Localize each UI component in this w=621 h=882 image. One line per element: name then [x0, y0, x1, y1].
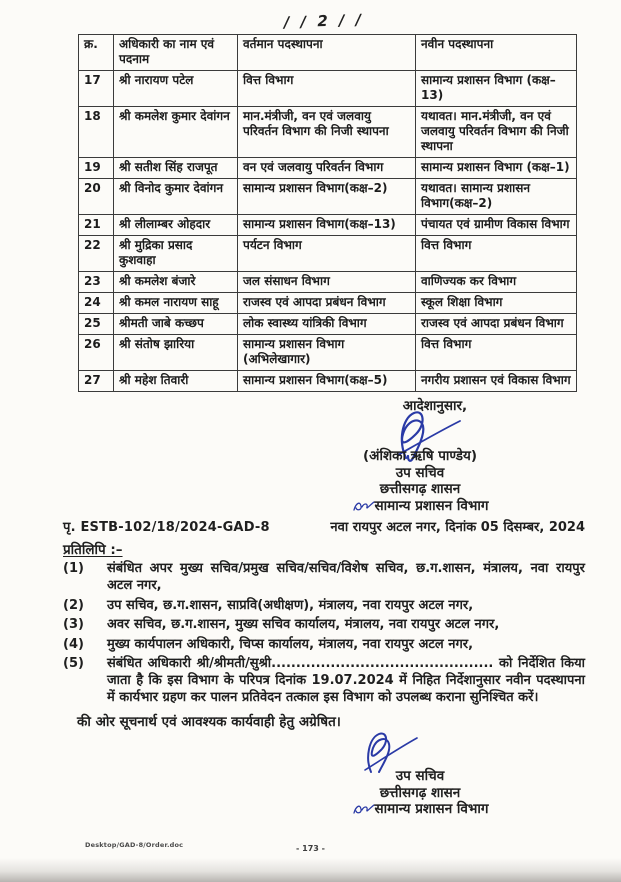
copy-item-text: संबंधित अपर मुख्य सचिव/प्रमुख सचिव/सचिव/विशेष सचिव, छ.ग.शासन, मंत्रालय, नवा रायपुर अटल नगर,	[107, 561, 585, 593]
initials-scribble-icon	[352, 499, 376, 512]
signatory-dept-line	[305, 801, 535, 817]
copies-heading: प्रतिलिपि :–	[63, 542, 123, 559]
copy-item	[63, 656, 585, 706]
cell-name: श्री कमलेश कुमार देवांगन	[114, 107, 238, 158]
cell-name: श्री नारायण पटेल	[114, 71, 238, 107]
reference-line	[63, 517, 585, 535]
cell-new: पंचायत एवं ग्रामीण विकास विभाग	[416, 215, 577, 236]
cell-name: श्री संतोष झारिया	[114, 335, 238, 371]
table-row	[79, 272, 577, 293]
copy-item	[63, 598, 585, 615]
cell-current: पर्यटन विभाग	[238, 236, 416, 272]
cell-sno: 19	[79, 158, 114, 179]
copy-item-text: अवर सचिव, छ.ग.शासन, मुख्य सचिव कार्यालय, मंत्रालय, नवा रायपुर अटल नगर,	[107, 617, 500, 633]
officer-transfer-table	[78, 34, 577, 392]
table-row	[79, 236, 577, 272]
signatory-govt: छत्तीसगढ़ शासन	[379, 784, 461, 801]
cell-sno: 24	[79, 293, 114, 314]
signature-block-primary	[295, 398, 545, 514]
table-row	[79, 107, 577, 158]
cell-current: सामान्य प्रशासन विभाग(कक्ष–13)	[238, 215, 416, 236]
cell-current: सामान्य प्रशासन विभाग(कक्ष–5)	[238, 371, 416, 392]
table-row	[79, 71, 577, 107]
place-and-date: नवा रायपुर अटल नगर, दिनांक 05 दिसम्बर, 2024	[330, 520, 585, 536]
cell-current: वित्त विभाग	[238, 71, 416, 107]
cell-sno: 23	[79, 272, 114, 293]
cell-new: सामान्य प्रशासन विभाग (कक्ष–1)	[416, 158, 577, 179]
copy-item-text: मुख्य कार्यपालन अधिकारी, चिप्स कार्यालय, मंत्रालय, नवा रायपुर अटल नगर,	[107, 636, 474, 652]
cell-sno: 22	[79, 236, 114, 272]
cell-sno: 25	[79, 314, 114, 335]
forward-note: की ओर सूचनार्थ एवं आवश्यक कार्यवाही हेतु अग्रेषित।	[77, 714, 341, 731]
table-row	[79, 314, 577, 335]
cell-sno: 21	[79, 215, 114, 236]
reference-number: पृ. ESTB-102/18/2024-GAD-8	[63, 520, 270, 536]
signatory-dept: सामान्य प्रशासन विभाग	[374, 801, 489, 818]
cell-new: वित्त विभाग	[416, 236, 577, 272]
cell-current: जल संसाधन विभाग	[238, 272, 416, 293]
copy-item-text: उप सचिव, छ.ग.शासन, साप्रवि(अधीक्षण), मंत्रालय, नवा रायपुर अटल नगर,	[107, 597, 474, 613]
cell-name: श्री विनोद कुमार देवांगन	[114, 179, 238, 215]
order-by-line: आदेशानुसार,	[402, 398, 468, 414]
table-row	[79, 371, 577, 392]
copy-item	[63, 561, 585, 594]
table-row	[79, 215, 577, 236]
cell-current: सामान्य प्रशासन विभाग(कक्ष–2)	[238, 179, 416, 215]
copy-item-number: (4)	[63, 636, 84, 652]
cell-new: नगरीय प्रशासन एवं विकास विभाग	[416, 371, 577, 392]
copy-item-text: संबंधित अधिकारी श्री/श्रीमती/सुश्री............................................. को निर्देशित किया जाता है कि इस विभाग के परिपत्र दिनांक 19.07.2024 में निहित निर्देशानुसार नवीन पदस्थापना में कार्यभार ग्रहण कर पालन प्रतिवेदन तत्काल इस विभाग को उपलब्ध कराना सुनिश्चित करें।	[107, 656, 585, 705]
table-row	[79, 179, 577, 215]
cell-name: श्रीमती जाबे कच्छप	[114, 314, 238, 335]
cell-sno: 17	[79, 71, 114, 107]
table-header-row	[79, 35, 577, 71]
column-header-name: अधिकारी का नाम एवं पदनाम	[114, 35, 238, 71]
cell-name: श्री मुद्रिका प्रसाद कुशवाहा	[114, 236, 238, 272]
signatory-post: उप सचिव	[395, 768, 445, 785]
cell-new: यथावत। सामान्य प्रशासन विभाग(कक्ष–2)	[416, 179, 577, 215]
initials-scribble-icon	[352, 802, 376, 815]
cell-name: श्री कमल नारायण साहू	[114, 293, 238, 314]
copy-item-number: (3)	[63, 617, 84, 633]
cell-current: वन एवं जलवायु परिवर्तन विभाग	[238, 158, 416, 179]
table-row	[79, 293, 577, 314]
signature-block-secondary	[305, 728, 535, 817]
cell-sno: 20	[79, 179, 114, 215]
copy-item-number: (1)	[63, 561, 84, 577]
scan-edge-shadow	[0, 858, 621, 882]
cell-new: राजस्व एवं आपदा प्रबंधन विभाग	[416, 314, 577, 335]
column-header-current-posting: वर्तमान पदस्थापना	[238, 35, 416, 71]
copy-item-number: (5)	[63, 656, 84, 672]
copy-item	[63, 637, 585, 654]
copy-item	[63, 617, 585, 634]
cell-new: वाणिज्यक कर विभाग	[416, 272, 577, 293]
cell-name: श्री महेश तिवारी	[114, 371, 238, 392]
cell-new: वित्त विभाग	[416, 335, 577, 371]
cell-current: सामान्य प्रशासन विभाग (अभिलेखागार)	[238, 335, 416, 371]
cell-sno: 26	[79, 335, 114, 371]
table-row	[79, 158, 577, 179]
cell-name: श्री लीलाम्बर ओहदार	[114, 215, 238, 236]
cell-name: श्री कमलेश बंजारे	[114, 272, 238, 293]
cell-current: लोक स्वास्थ्य यांत्रिकी विभाग	[238, 314, 416, 335]
column-header-sno: क्र.	[79, 35, 114, 71]
cell-sno: 27	[79, 371, 114, 392]
signatory-dept-line	[295, 498, 545, 514]
footer-file-path: Desktop/GAD-8/Order.doc	[85, 841, 184, 849]
page-number: / / 2 / /	[283, 10, 365, 32]
signatory-name: (अंशिका ऋषि पाण्डेय)	[362, 448, 478, 465]
cell-current: राजस्व एवं आपदा प्रबंधन विभाग	[238, 293, 416, 314]
cell-new: स्कूल शिक्षा विभाग	[416, 293, 577, 314]
table-row	[79, 335, 577, 371]
cell-name: श्री सतीश सिंह राजपूत	[114, 158, 238, 179]
footer-page-number: - 173 -	[296, 844, 325, 853]
cell-sno: 18	[79, 107, 114, 158]
cell-new: यथावत। मान.मंत्रीजी, वन एवं जलवायु परिवर्तन विभाग की निजी स्थापना	[416, 107, 577, 158]
signatory-post: उप सचिव	[395, 464, 445, 481]
cell-current: मान.मंत्रीजी, वन एवं जलवायु परिवर्तन विभाग की निजी स्थापना	[238, 107, 416, 158]
cell-new: सामान्य प्रशासन विभाग (कक्ष–13)	[416, 71, 577, 107]
signatory-govt: छत्तीसगढ़ शासन	[379, 481, 461, 498]
copy-item-number: (2)	[63, 597, 84, 613]
signatory-dept: सामान्य प्रशासन विभाग	[374, 497, 489, 514]
column-header-new-posting: नवीन पदस्थापना	[416, 35, 577, 71]
